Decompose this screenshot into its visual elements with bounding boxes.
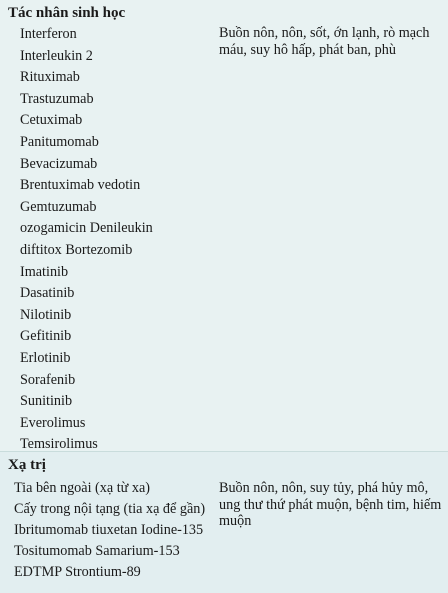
list-item: Trastuzumab — [20, 90, 94, 107]
list-item: Interferon — [20, 26, 77, 42]
list-item: Panitumomab — [20, 133, 99, 150]
list-item: Cetuximab — [20, 112, 83, 129]
radiotherapy-side-effects: Buồn nôn, nôn, suy tủy, phá hủy mô, ung thư thứ phát muộn, bệnh tim, hiếm muộn — [219, 480, 442, 529]
list-item: EDTMP Strontium-89 — [14, 564, 141, 580]
list-item: ozogamicin Denileukin — [20, 220, 153, 237]
list-item: Erlotinib — [20, 349, 71, 366]
list-item: Gemtuzumab — [20, 198, 97, 215]
list-item: Dasatinib — [20, 285, 75, 302]
biologic-agents-side-effects: Buồn nôn, nôn, sốt, ớn lạnh, rò mạch máu, suy hô hấp, phát ban, phù — [219, 25, 430, 58]
list-item: Ibritumomab tiuxetan Iodine-135 — [14, 522, 204, 538]
biologic-agents-heading: Tác nhân sinh học — [8, 5, 126, 21]
list-item: Cấy trong nội tạng (tia xạ để gần) — [14, 501, 206, 517]
list-item: Interleukin 2 — [20, 47, 93, 64]
radiotherapy-heading: Xạ trị — [8, 457, 46, 473]
list-item: Nilotinib — [20, 306, 72, 323]
list-item: Brentuximab vedotin — [20, 177, 141, 194]
radiotherapy-list — [14, 478, 205, 583]
list-item: Sorafenib — [20, 371, 76, 388]
list-item: Gefitinib — [20, 328, 72, 345]
list-item: Imatinib — [20, 263, 69, 280]
list-item: Sunitinib — [20, 393, 73, 410]
list-item: Bevacizumab — [20, 155, 98, 172]
list-item: Temsirolimus — [20, 436, 98, 453]
list-item: Tositumomab Samarium-153 — [14, 543, 180, 559]
list-item: Everolimus — [20, 414, 86, 431]
biologic-agents-list — [20, 24, 153, 456]
list-item: diftitox Bortezomib — [20, 241, 133, 258]
list-item: Rituximab — [20, 69, 80, 86]
radiotherapy-section — [0, 452, 448, 593]
list-item: Tia bên ngoài (xạ từ xa) — [14, 480, 151, 496]
